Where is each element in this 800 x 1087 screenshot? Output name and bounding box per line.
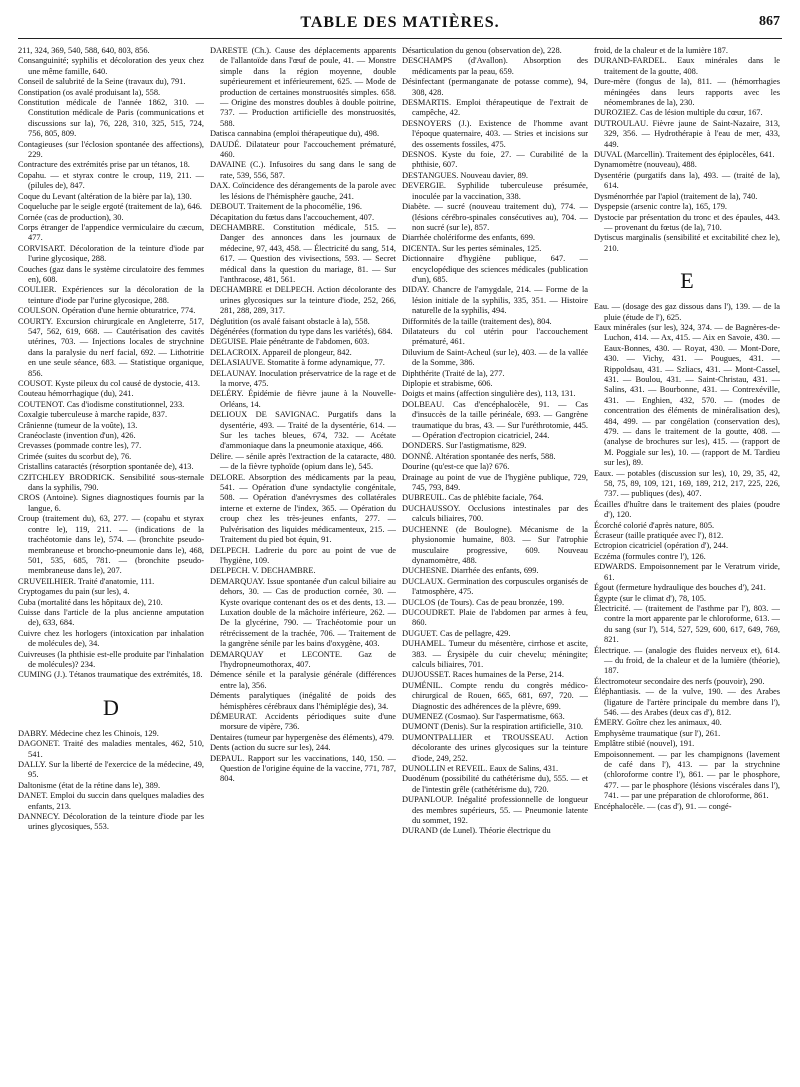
index-entry: DÉMEURAT. Accidents périodiques suite d'une morsure de vipère, 736.: [210, 712, 396, 732]
page-number: 867: [759, 14, 780, 29]
index-entry: DELÉRY. Épidémie de fièvre jaune à la Nouvelle-Orléans, 14.: [210, 389, 396, 409]
index-entry: Ectropion cicatriciel (opération d'), 244.: [594, 541, 729, 551]
index-entry: Eczéma (formules contre l'), 126.: [594, 551, 706, 561]
index-entry: CORVISART. Décoloration de la teinture d'iode par l'urine glycosique, 288.: [18, 243, 204, 264]
index-entry: DESCHAMPS (d'Avallon). Absorption des médicaments par la peau, 659.: [402, 56, 588, 76]
index-column-1: [18, 46, 204, 1083]
index-entry: Dents (action du sucre sur les), 244.: [210, 743, 331, 753]
page-header: [18, 12, 782, 39]
index-entry: DAVAINE (C.). Infusoires du sang dans le sang de rate, 539, 556, 587.: [210, 160, 396, 180]
index-entry: DEMARQUAY et LECONTE. Gaz de l'hydropneumothorax, 407.: [210, 649, 396, 669]
index-entry: Dysentérie (purgatifs dans la), 493. — (traité de la), 614.: [594, 170, 780, 191]
running-title: TABLE DES MATIÈRES.: [300, 14, 500, 31]
index-entry: Cristallins cataractés (résorption spontanée de), 413.: [18, 462, 194, 472]
index-entry: DESMARTIS. Emploi thérapeutique de l'extrait de campêche, 42.: [402, 98, 588, 118]
index-entry: Cuivre chez les horlogers (intoxication par inhalation de molécules de), 34.: [18, 628, 204, 649]
index-entry: Dure-mère (fongus de la), 811. — (hémorrhagies méningées dans leurs rapports avec les néomembranes de la), 230.: [594, 77, 780, 108]
index-entry: DUGUET. Cas de pellagre, 429.: [402, 628, 511, 638]
index-entry: EDWARDS. Empoisonnement par le Veratrum viride, 61.: [594, 562, 780, 582]
index-entry: Égypte (sur le climat d'), 78, 105.: [594, 593, 706, 603]
index-entry: Datisca cannabina (emploi thérapeutique du), 498.: [210, 129, 380, 139]
index-entry: DUCHENNE (de Boulogne). Mécanisme de la physionomie humaine, 803. — Sur l'atrophie musculaire progressive, 609. Nouveau dynamomètre, 488.: [402, 524, 588, 565]
index-entry: Délire. — sénile après l'extraction de la cataracte, 480. — de la fièvre typhoïde (opium dans le), 545.: [210, 451, 396, 472]
index-entry: DUTROULAU. Fièvre jaune de Saint-Nazaire, 313, 329, 356. — Hydrothérapie à l'eau de mer, 433, 449.: [594, 118, 780, 149]
index-entry: Dynamomètre (nouveau), 488.: [594, 160, 697, 170]
index-entry: DUMÉNIL. Compte rendu du congrès médico-chirurgical de Rouen, 665, 681, 697, 720. — Diagnostic des adhérences de la plèvre, 699.: [402, 680, 588, 711]
index-entry: Écorché colorié d'après nature, 805.: [594, 520, 715, 530]
index-entry: DELIOUX DE SAVIGNAC. Purgatifs dans la dysentérie, 493. — Traité de la dysentérie, 614. — Sur les taches bleues, 674, 732. — Acétate d'ammoniaque dans la pneumonie ataxique, 466.: [210, 410, 396, 451]
index-entry: Diplopie et strabisme, 606.: [402, 379, 493, 388]
index-entry: CUMING (J.). Tétanos traumatique des extrémités, 18.: [18, 670, 203, 680]
index-entry: Constipation (os avalé produisant la), 558.: [18, 87, 161, 97]
index-entry: Difformités de la taille (traitement des), 804.: [402, 316, 552, 326]
index-entry: DUHAMEL. Tumeur du mésentère, cirrhose et ascite, 383. — Érysipèle du cuir chevelu; méningite; calculs biliaires, 701.: [402, 639, 588, 669]
index-entry: DESNOYERS (J.). Existence de l'homme avant l'époque quaternaire, 403. — Stries et incisions sur des ossements fossiles, 475.: [402, 118, 588, 149]
index-entry: DUCLOS (de Tours). Cas de peau bronzée, 199.: [402, 597, 565, 607]
index-entry: Désarticulation du genou (observation de), 228.: [402, 46, 562, 55]
index-entry: DUNOLLIN et REVEIL. Eaux de Salins, 431.: [402, 764, 559, 774]
index-entry: Drainage au point de vue de l'hygiène publique, 729, 745, 793, 849.: [402, 472, 588, 493]
index-entry: DUCLAUX. Germination des corpuscules organisés de l'atmosphère, 475.: [402, 576, 588, 597]
index-entry: DEGUISE. Plaie pénétrante de l'abdomen, 603.: [210, 337, 370, 347]
index-entry: DEMARQUAY. Issue spontanée d'un calcul biliaire au dehors, 30. — Cas de production cornée, 30. — Kyste ovarique contenant des os et des dents, 13. — Luxation double de la mâchoire inférieure, 262. — De la glycérine, 790. — Trachéotomie pour un rétrécissement de la trachée, 706. — Traitement de la gangrène sénile par les bains d'oxygène, 403.: [210, 576, 396, 649]
index-entry: CZITCHLEY BRODRICK. Sensibilité sous-sternale dans la syphilis, 790.: [18, 472, 204, 493]
index-entry: DESTANGUES. Nouveau davier, 89.: [402, 170, 528, 180]
index-entry: Démence sénile et la paralysie générale (différences entre la), 356.: [210, 670, 396, 690]
index-entry: DUROZIEZ. Cas de lésion multiple du cœur, 167.: [594, 108, 763, 118]
index-entry: DUVAL (Marcellin). Traitement des épiplocèles, 641.: [594, 150, 775, 160]
index-entry: DABRY. Médecine chez les Chinois, 129.: [18, 728, 159, 738]
index-entry: Cuba (mortalité dans les hôpitaux de), 210.: [18, 597, 163, 607]
index-entry: Daltonisme (état de la rétine dans le), 389.: [18, 780, 161, 790]
index-entry: Couches (gaz dans le système circulatoire des femmes en), 608.: [18, 264, 204, 284]
index-entry: DUMONT (Denis). Sur la respiration artificielle, 310.: [402, 722, 584, 732]
index-entry: COULIER. Expériences sur la décoloration de la teinture d'iode par l'urine glycosique, 288.: [18, 285, 204, 305]
index-entry: DEPAUL. Rapport sur les vaccinations, 140, 150. — Question de l'origine équine de la vaccine, 771, 787, 804.: [210, 753, 396, 784]
index-entry: COUTENOT. Cas d'iodisme constitutionnel, 233.: [18, 399, 185, 409]
index-entry: Cryptogames du pain (sur les), 4.: [18, 587, 130, 597]
index-entry: Encéphalocèle. — (cas d'), 91. — congé-: [594, 801, 732, 811]
index-entry: Dourine (qu'est-ce que la)? 676.: [402, 462, 510, 472]
index-column-3: [402, 46, 588, 1083]
index-entry: DUCOUDRET. Plaie de l'abdomen par armes à feu, 860.: [402, 607, 588, 628]
index-entry: Dysménorrhée par l'apiol (traitement de la), 740.: [594, 191, 758, 201]
index-entry: Cuisse dans l'article de la plus ancienne amputation de), 633, 684.: [18, 607, 204, 628]
index-entry: Dictionnaire d'hygiène publique, 647. — encyclopédique des sciences médicales (publication d'un), 685.: [402, 254, 588, 284]
index-entry: Écailles d'huître dans le traitement des plaies (poudre d'), 120.: [594, 499, 780, 520]
index-entry: Contracture des extrémités prise par un tétanos, 18.: [18, 160, 190, 170]
index-entry: DANET. Emploi du succin dans quelques maladies des enfants, 213.: [18, 791, 204, 811]
index-entry: DUPANLOUP. Inégalité professionnelle de longueur des membres supérieurs, 55. — Pneumonie latente du sommet, 192.: [402, 795, 588, 826]
index-entry: Coque du Levant (altération de la bière par la), 130.: [18, 191, 192, 201]
index-entry: Déments paralytiques (inégalité de poids des hémisphères cérébraux dans l'hémiplégie des), 34.: [210, 691, 396, 711]
index-entry: DECHAMBRE. Constitution médicale, 515. — Danger des annonces dans les journaux de médecine, 97, 443, 458. — Électricité du sang, 514, 617. — Question des vivisections, 593. — Secret médical dans la question du mariage, 81. — Sur l'anthracose, 481, 561.: [210, 222, 396, 284]
index-entry: Coqueluche par le seigle ergoté (traitement de la), 646.: [18, 202, 203, 212]
index-entry: Dytiscus marginalis (sensibilité et excitabilité chez le), 210.: [594, 233, 780, 253]
index-entry: Dilatateurs du col utérin pour l'accouchement prématuré, 461.: [402, 326, 588, 347]
index-entry: Diphthérite (Traité de la), 277.: [402, 368, 505, 378]
index-entry: Égout (fermeture hydraulique des bouches d'), 241.: [594, 583, 766, 593]
index-entry: Diarrhée cholériforme des enfants, 699.: [402, 233, 536, 243]
index-entry: Dyspepsie (arsenic contre la), 165, 179.: [594, 202, 728, 212]
index-entry: Coxalgie tuberculeuse à marche rapide, 837.: [18, 410, 168, 420]
index-entry: COURTY. Excursion chirurgicale en Angleterre, 517, 547, 562, 619, 668. — Cautérisation des cavités utérines, 703. — Injections locales de strychnine dans la paralysie du nerf facial, 692. — Lithotritie en une seule séance, 683. — Statistique organique, 856.: [18, 316, 204, 378]
index-entry: Électrique. — (analogie des fluides nerveux et), 614. — du froid, de la chaleur et de la lumière (théorie), 187.: [594, 645, 780, 676]
index-entry: DUCHESNE. Diarrhée des enfants, 699.: [402, 566, 539, 576]
index-column-2: [210, 46, 396, 1083]
index-entry: DELPECH. V. DECHAMBRE.: [210, 566, 316, 576]
index-entry: Désinfectant (permanganate de potasse comme), 94, 308, 428.: [402, 77, 588, 97]
index-entry: Croup (traitement du), 63, 277. — (copahu et styrax contre le), 119, 211. — (indications de la trachéotomie dans le), 574. — (bronchite pseudo-membraneuse et broncho-pneumonie dans le), 468, 501, 535, 685, 781. — (bronchite pseudo-membraneuse dans le), 207.: [18, 514, 204, 576]
index-entry: DARESTE (Ch.). Cause des déplacements apparents de l'allantoïde dans l'œuf de poule, 41. — Monstre simple dans la région moyenne, double supérieurement et inférieurement, 625. — Mode de production de certaines monstruosités simples. 658. — Origine des monstres doubles à double poitrine, 737. — Production artificielle des monstruosités, 588.: [210, 46, 396, 128]
section-letter: D: [103, 694, 119, 720]
index-entry: DELASIAUVE. Stomatite à forme adynamique, 77.: [210, 358, 385, 368]
index-entry: Doigts et mains (affection singulière des), 113, 131.: [402, 389, 576, 399]
index-entry: Dystocie par présentation du tronc et des épaules, 443. — provenant du fœtus (de la), 710.: [594, 212, 780, 232]
index-entry: DAX. Coïncidence des dérangements de la parole avec les lésions de l'hémisphère gauche, 241.: [210, 181, 396, 201]
index-entry: Électromoteur secondaire des nerfs (pouvoir), 290.: [594, 676, 765, 686]
index-entry: DESNOS. Kyste du foie, 27. — Curabilité de la phthisie, 607.: [402, 150, 588, 170]
index-entry: Couteau hémorrhagique (du), 241.: [18, 389, 134, 399]
index-entry: DECHAMBRE et DELPECH. Action décolorante des urines glycosiques sur la teinture d'iode, 252, 266, 281, 288, 289, 317.: [210, 285, 396, 316]
index-entry: Électricité. — (traitement de l'asthme par l'), 803. — contre la mort apparente par le chloroforme, 613. — du sang (sur l'), 514, 527, 529, 600, 617, 649, 769, 821.: [594, 603, 780, 645]
index-entry: DALLY. Sur la liberté de l'exercice de la médecine, 49, 95.: [18, 760, 204, 780]
index-entry: Copahu. — et styrax contre le croup, 119, 211. — (pilules de), 847.: [18, 170, 204, 191]
index-entry: DEBOUT. Traitement de la phocomélie, 196.: [210, 202, 362, 212]
index-entry: DURAND-FARDEL. Eaux minérales dans le traitement de la goutte, 408.: [594, 56, 780, 76]
index-entry: Contagieuses (sur l'éclosion spontanée des affections), 229.: [18, 139, 204, 160]
index-entry: DIDAY. Chancre de l'amygdale, 214. — Forme de la lésion initiale de la syphilis, 335, 351. — Histoire naturelle de la syphilis, 494.: [402, 285, 588, 316]
index-entry: Éléphantiasis. — de la vulve, 190. — des Arabes (ligature de l'artère principale du membre dans l'), 546. — des Arabes (deux cas d'), 812.: [594, 687, 780, 717]
index-entry: DELAUNAY. Inoculation préservatrice de la rage et de la morve, 475.: [210, 368, 396, 388]
index-entry: Crânienne (tumeur de la voûte), 13.: [18, 420, 138, 430]
index-entry: DAUDÉ. Dilatateur pour l'accouchement prématuré, 460.: [210, 139, 396, 160]
index-entry: COUSOT. Kyste pileux du col causé de dystocie, 413.: [18, 379, 200, 388]
index-entry: Diluvium de Saint-Acheul (sur le), 403. — de la vallée de la Somme, 386.: [402, 347, 588, 368]
index-entry: 211, 324, 369, 540, 588, 640, 803, 856.: [18, 46, 150, 55]
index-entry: DUMONTPALLIER et TROUSSEAU. Action décolorante des urines glycosiques sur la teinture d'iode, 249, 252.: [402, 732, 588, 763]
index-entry: Crimée (suites du scorbut de), 76.: [18, 451, 132, 461]
index-entry: DANNECY. Décoloration de la teinture d'iode par les urines glycosiques, 553.: [18, 812, 204, 832]
index-entry: DELACROIX. Appareil de plongeur, 842.: [210, 347, 352, 357]
index-entry: Emplâtre stibié (nouvel), 191.: [594, 739, 695, 749]
index-entry: DUCHAUSSOY. Occlusions intestinales par des calculs biliaires, 700.: [402, 503, 588, 524]
index-entry: Eau. — (dosage des gaz dissous dans l'), 139. — de la pluie (étude de l'), 625.: [594, 302, 780, 322]
index-entry: Cranéoclaste (invention d'un), 426.: [18, 431, 136, 441]
index-entry: Décapitation du fœtus dans l'accouchement, 407.: [210, 212, 375, 222]
index-entry: Emphysème traumatique (sur l'), 261.: [594, 728, 721, 738]
index-entry: Dentaires (tumeur par hypergenèse des éléments), 479.: [210, 732, 395, 742]
index-entry: DURAND (de Lunel). Théorie électrique du: [402, 826, 551, 836]
index-entry: Cornée (cas de production), 30.: [18, 212, 124, 222]
index-entry: Déglutition (os avalé faisant obstacle à la), 558.: [210, 316, 370, 326]
index-entry: ÉMERY. Goître chez les animaux, 40.: [594, 718, 722, 728]
index-entry: Cuivreuses (la phthisie est-elle produite par l'inhalation de molécules)? 234.: [18, 649, 204, 669]
index-entry: DOLBEAU. Cas d'encéphalocèle, 91. — Cas d'insuccès de la taille périnéale, 693. — Gangrène traumatique du bras, 43. — Sur l'uréthrotomie, 445. — Opération d'ectropion cicatriciel, 244.: [402, 399, 588, 441]
index-entry: Conseil de salubrité de la Seine (travaux du), 791.: [18, 77, 186, 87]
index-entry: CROS (Antoine). Signes diagnostiques fournis par la langue, 6.: [18, 493, 204, 513]
section-letter: E: [680, 268, 694, 294]
index-entry: CRUVEILHIER. Traité d'anatomie, 111.: [18, 576, 155, 586]
index-entry: DAGONET. Traité des maladies mentales, 462, 510, 541.: [18, 739, 204, 759]
index-columns: [18, 46, 782, 1083]
index-entry: Eaux minérales (sur les), 324, 374. — de Bagnères-de-Luchon, 414. — Ax, 415. — Aix en Savoie, 430. — Eaux-Bonnes, 430. — Royat, 430. — Mont-Dore, 430. — Vichy, 431. — Pougues, 431. — Rippoldsau, 431. — Szliacs, 431. — Mont-Cassel, 431. — Boulou, 431. — Saint-Christau, 431. — Salins, 431. — Bourbonne, 431. — Contrexéville, 431. — Enghien, 432, 570. — (modes de concentration des éléments de minéralisation des), 484, 499. — par congélation (conservation des), 479. — dans le traitement de la goutte, 408. — (analyse de brochures sur les), 415. — (rapport de M. Poggiale sur les), 10. — (rapport de M. Tardieu sur les), 89.: [594, 322, 780, 468]
index-entry: Corps étranger de l'appendice vermiculaire du cæcum, 477.: [18, 222, 204, 243]
index-entry: Crevasses (pommade contre les), 77.: [18, 441, 142, 451]
index-entry: Eaux. — potables (discussion sur les), 10, 29, 35, 42, 58, 75, 89, 109, 121, 169, 189, 212, 217, 225, 226, 737. — publiques (des), 407.: [594, 468, 780, 499]
index-entry: Dégénérées (formation du type dans les variétés), 684.: [210, 326, 393, 336]
index-entry: froid, de la chaleur et de la lumière 187.: [594, 46, 728, 55]
index-entry: DUJOUSSET. Races humaines de la Perse, 214.: [402, 670, 564, 680]
index-column-4: [594, 46, 780, 1083]
index-entry: Empoisonnement. — par les champignons (lavement de café dans l'), 413. — par la strychnine (chloroforme contre l'), 861. — par le phosphore, 477. — par le phosphore (lésions viscérales dans l'), 741. — par une préparation de chloroforme, 861.: [594, 749, 780, 801]
index-entry: Constitution médicale de l'année 1862, 310. — Constitution médicale de Paris (communications et discussions sur la), 76, 228, 310, 325, 515, 724, 756, 805, 809.: [18, 98, 204, 139]
index-entry: COULSON. Opération d'une hernie obturatrice, 774.: [18, 306, 196, 316]
index-entry: Écraseur (taille pratiquée avec l'), 812.: [594, 531, 724, 541]
index-entry: DICENTA. Sur les pertes séminales, 125.: [402, 243, 542, 253]
index-entry: Duodénum (possibilité du cathétérisme du), 555. — et de l'intestin grêle (cathétérisme du), 720.: [402, 774, 588, 794]
index-entry: DEVERGIE. Syphilide tuberculeuse présumée, inoculée par la vaccination, 338.: [402, 181, 588, 201]
index-entry: DONDERS. Sur l'astigmatisme, 829.: [402, 441, 527, 451]
index-entry: DONNÉ. Altération spontanée des nerfs, 588.: [402, 451, 556, 461]
index-entry: Consanguinité; syphilis et décoloration des yeux chez une même famille, 640.: [18, 56, 204, 76]
index-entry: DELPECH. Ladrerie du porc au point de vue de l'hygiène, 109.: [210, 545, 396, 565]
index-entry: DUBREUIL. Cas de phlébite faciale, 764.: [402, 493, 544, 503]
index-entry: DELORE. Absorption des médicaments par la peau, 541. — Opération d'une syndactylie congénitale, 508. — Opération d'anévrysmes des collatérales interne et externe de l'index, 365. — Opération du croup chez les très-jeunes enfants, 277. — Pulvérisation des liquides médicamenteux, 215. — Traitement du pied bot équin, 91.: [210, 472, 396, 545]
index-entry: Diabète. — sucré (nouveau traitement du), 774. — (lésions cérébro-spinales consécutives au), 704. — non sucré (sur le), 857.: [402, 202, 588, 232]
index-entry: DUMENEZ (Cosmao). Sur l'aspermatisme, 663.: [402, 712, 565, 721]
